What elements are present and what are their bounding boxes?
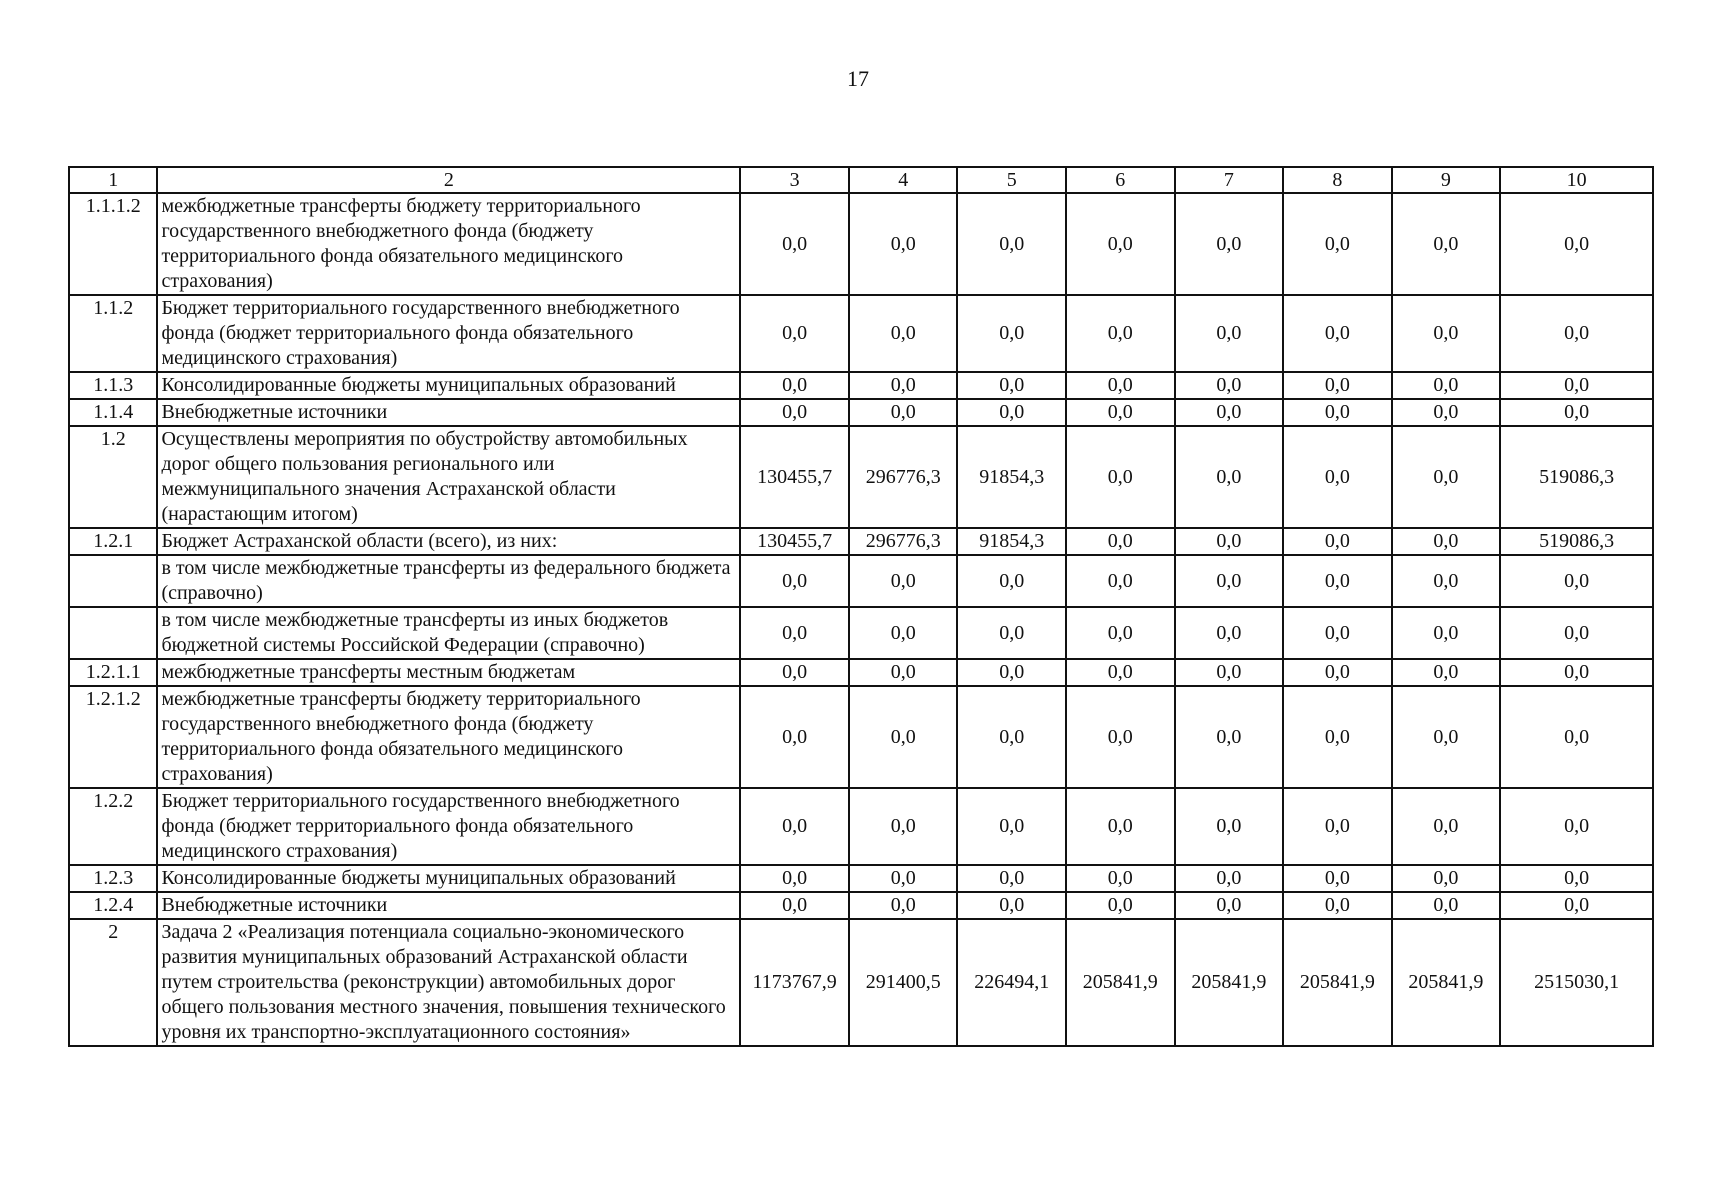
row-value-col-4: 0,0 (849, 788, 958, 865)
table-row (69, 372, 1653, 399)
row-value-col-10: 519086,3 (1500, 528, 1653, 555)
row-value-col-9: 205841,9 (1392, 919, 1501, 1046)
row-value-col-4: 296776,3 (849, 528, 958, 555)
row-value-col-7: 0,0 (1175, 399, 1284, 426)
row-value-col-4: 0,0 (849, 607, 958, 659)
row-value-col-4: 291400,5 (849, 919, 958, 1046)
row-value-col-9: 0,0 (1392, 892, 1501, 919)
row-code (69, 607, 157, 659)
row-name: Консолидированные бюджеты муниципальных образований (157, 865, 740, 892)
row-name: межбюджетные трансферты бюджету территориального государственного внебюджетного фонда (бюджету территориального фонда обязательного медицинского страхования) (157, 193, 740, 295)
table-row (69, 865, 1653, 892)
row-code: 2 (69, 919, 157, 1046)
row-value-col-4: 0,0 (849, 659, 958, 686)
row-value-col-7: 205841,9 (1175, 919, 1284, 1046)
row-value-col-4: 0,0 (849, 555, 958, 607)
row-value-col-5: 0,0 (957, 686, 1066, 788)
row-value-col-4: 0,0 (849, 399, 958, 426)
row-value-col-6: 0,0 (1066, 426, 1175, 528)
row-code: 1.1.2 (69, 295, 157, 372)
row-value-col-3: 0,0 (740, 788, 849, 865)
row-value-col-10: 0,0 (1500, 193, 1653, 295)
row-name: Бюджет Астраханской области (всего), из них: (157, 528, 740, 555)
header-cell: 3 (740, 167, 849, 193)
row-value-col-9: 0,0 (1392, 426, 1501, 528)
row-value-col-8: 0,0 (1283, 865, 1392, 892)
header-cell: 4 (849, 167, 958, 193)
table-row (69, 788, 1653, 865)
row-name: Внебюджетные источники (157, 399, 740, 426)
row-code: 1.2.1 (69, 528, 157, 555)
row-value-col-3: 0,0 (740, 892, 849, 919)
row-value-col-3: 0,0 (740, 865, 849, 892)
table-row (69, 426, 1653, 528)
row-value-col-3: 0,0 (740, 193, 849, 295)
row-value-col-10: 0,0 (1500, 555, 1653, 607)
row-value-col-8: 0,0 (1283, 528, 1392, 555)
header-cell: 7 (1175, 167, 1284, 193)
row-value-col-7: 0,0 (1175, 372, 1284, 399)
row-name: Внебюджетные источники (157, 892, 740, 919)
row-value-col-8: 0,0 (1283, 193, 1392, 295)
row-code (69, 555, 157, 607)
row-value-col-4: 0,0 (849, 865, 958, 892)
row-value-col-6: 0,0 (1066, 607, 1175, 659)
row-value-col-7: 0,0 (1175, 865, 1284, 892)
row-value-col-3: 0,0 (740, 555, 849, 607)
row-value-col-10: 0,0 (1500, 372, 1653, 399)
row-value-col-8: 0,0 (1283, 426, 1392, 528)
row-value-col-7: 0,0 (1175, 555, 1284, 607)
row-value-col-8: 0,0 (1283, 788, 1392, 865)
row-code: 1.2.4 (69, 892, 157, 919)
row-value-col-10: 0,0 (1500, 892, 1653, 919)
table-row (69, 555, 1653, 607)
table-row (69, 295, 1653, 372)
table-row (69, 399, 1653, 426)
row-value-col-10: 0,0 (1500, 659, 1653, 686)
table-row (69, 686, 1653, 788)
row-code: 1.1.1.2 (69, 193, 157, 295)
row-value-col-5: 0,0 (957, 555, 1066, 607)
row-name: Бюджет территориального государственного внебюджетного фонда (бюджет территориального фонда обязательного медицинского страхования) (157, 295, 740, 372)
header-row (69, 167, 1653, 193)
row-value-col-7: 0,0 (1175, 528, 1284, 555)
row-value-col-6: 0,0 (1066, 528, 1175, 555)
header-cell: 8 (1283, 167, 1392, 193)
table-row (69, 193, 1653, 295)
row-value-col-5: 0,0 (957, 865, 1066, 892)
row-value-col-4: 0,0 (849, 372, 958, 399)
row-value-col-3: 0,0 (740, 399, 849, 426)
row-code: 1.2.3 (69, 865, 157, 892)
row-value-col-9: 0,0 (1392, 295, 1501, 372)
row-value-col-10: 0,0 (1500, 865, 1653, 892)
row-value-col-6: 0,0 (1066, 555, 1175, 607)
row-value-col-8: 0,0 (1283, 659, 1392, 686)
header-cell: 6 (1066, 167, 1175, 193)
header-cell: 5 (957, 167, 1066, 193)
row-value-col-5: 226494,1 (957, 919, 1066, 1046)
row-value-col-6: 0,0 (1066, 659, 1175, 686)
row-value-col-7: 0,0 (1175, 686, 1284, 788)
row-value-col-5: 91854,3 (957, 426, 1066, 528)
row-value-col-8: 205841,9 (1283, 919, 1392, 1046)
row-value-col-5: 0,0 (957, 193, 1066, 295)
table-row (69, 528, 1653, 555)
row-value-col-8: 0,0 (1283, 686, 1392, 788)
row-value-col-7: 0,0 (1175, 788, 1284, 865)
row-value-col-9: 0,0 (1392, 193, 1501, 295)
row-value-col-5: 0,0 (957, 892, 1066, 919)
row-value-col-9: 0,0 (1392, 372, 1501, 399)
row-value-col-10: 0,0 (1500, 607, 1653, 659)
row-value-col-5: 0,0 (957, 372, 1066, 399)
row-value-col-8: 0,0 (1283, 892, 1392, 919)
row-value-col-3: 0,0 (740, 659, 849, 686)
row-name: в том числе межбюджетные трансферты из федерального бюджета (справочно) (157, 555, 740, 607)
row-value-col-3: 130455,7 (740, 426, 849, 528)
row-value-col-4: 0,0 (849, 295, 958, 372)
table-body (69, 193, 1653, 1046)
row-name: Консолидированные бюджеты муниципальных образований (157, 372, 740, 399)
row-name: межбюджетные трансферты местным бюджетам (157, 659, 740, 686)
row-value-col-10: 2515030,1 (1500, 919, 1653, 1046)
row-value-col-6: 0,0 (1066, 399, 1175, 426)
row-value-col-7: 0,0 (1175, 659, 1284, 686)
row-value-col-8: 0,0 (1283, 555, 1392, 607)
row-value-col-9: 0,0 (1392, 399, 1501, 426)
row-value-col-6: 0,0 (1066, 892, 1175, 919)
row-value-col-3: 0,0 (740, 686, 849, 788)
row-value-col-9: 0,0 (1392, 659, 1501, 686)
row-value-col-6: 0,0 (1066, 295, 1175, 372)
row-value-col-9: 0,0 (1392, 865, 1501, 892)
row-value-col-9: 0,0 (1392, 788, 1501, 865)
budget-table (68, 166, 1654, 1047)
row-code: 1.1.4 (69, 399, 157, 426)
row-value-col-4: 0,0 (849, 193, 958, 295)
row-code: 1.2.1.1 (69, 659, 157, 686)
table-row (69, 659, 1653, 686)
row-value-col-9: 0,0 (1392, 686, 1501, 788)
row-value-col-3: 1173767,9 (740, 919, 849, 1046)
row-name: межбюджетные трансферты бюджету территориального государственного внебюджетного фонда (бюджету территориального фонда обязательного медицинского страхования) (157, 686, 740, 788)
row-value-col-10: 519086,3 (1500, 426, 1653, 528)
header-cell: 1 (69, 167, 157, 193)
row-value-col-3: 0,0 (740, 295, 849, 372)
row-value-col-3: 0,0 (740, 607, 849, 659)
row-value-col-9: 0,0 (1392, 555, 1501, 607)
row-value-col-5: 0,0 (957, 399, 1066, 426)
header-cell: 10 (1500, 167, 1653, 193)
row-value-col-6: 205841,9 (1066, 919, 1175, 1046)
row-value-col-10: 0,0 (1500, 686, 1653, 788)
table-row (69, 919, 1653, 1046)
row-value-col-7: 0,0 (1175, 295, 1284, 372)
row-value-col-5: 91854,3 (957, 528, 1066, 555)
row-name: Бюджет территориального государственного внебюджетного фонда (бюджет территориального фонда обязательного медицинского страхования) (157, 788, 740, 865)
row-name: Задача 2 «Реализация потенциала социально-экономического развития муниципальных образований Астраханской области путем строительства (реконструкции) автомобильных дорог общего пользования местного значения, повышения технического уровня их транспортно-эксплуатационного состояния» (157, 919, 740, 1046)
row-name: в том числе межбюджетные трансферты из иных бюджетов бюджетной системы Российской Федерации (справочно) (157, 607, 740, 659)
row-value-col-9: 0,0 (1392, 607, 1501, 659)
row-value-col-8: 0,0 (1283, 372, 1392, 399)
row-value-col-10: 0,0 (1500, 399, 1653, 426)
row-code: 1.1.3 (69, 372, 157, 399)
row-name: Осуществлены мероприятия по обустройству автомобильных дорог общего пользования регионального или межмуниципального значения Астраханской области (нарастающим итогом) (157, 426, 740, 528)
row-value-col-6: 0,0 (1066, 686, 1175, 788)
row-code: 1.2 (69, 426, 157, 528)
row-value-col-3: 130455,7 (740, 528, 849, 555)
row-value-col-7: 0,0 (1175, 426, 1284, 528)
row-value-col-5: 0,0 (957, 295, 1066, 372)
row-value-col-7: 0,0 (1175, 193, 1284, 295)
row-value-col-6: 0,0 (1066, 865, 1175, 892)
row-value-col-7: 0,0 (1175, 607, 1284, 659)
table-row (69, 607, 1653, 659)
row-value-col-5: 0,0 (957, 788, 1066, 865)
row-value-col-8: 0,0 (1283, 295, 1392, 372)
row-value-col-6: 0,0 (1066, 788, 1175, 865)
row-value-col-5: 0,0 (957, 607, 1066, 659)
row-value-col-10: 0,0 (1500, 295, 1653, 372)
row-code: 1.2.1.2 (69, 686, 157, 788)
table-row (69, 892, 1653, 919)
page-number: 17 (847, 66, 869, 91)
row-code: 1.2.2 (69, 788, 157, 865)
row-value-col-6: 0,0 (1066, 372, 1175, 399)
header-cell: 2 (157, 167, 740, 193)
row-value-col-6: 0,0 (1066, 193, 1175, 295)
row-value-col-7: 0,0 (1175, 892, 1284, 919)
row-value-col-8: 0,0 (1283, 607, 1392, 659)
row-value-col-4: 0,0 (849, 686, 958, 788)
row-value-col-9: 0,0 (1392, 528, 1501, 555)
row-value-col-5: 0,0 (957, 659, 1066, 686)
row-value-col-10: 0,0 (1500, 788, 1653, 865)
row-value-col-4: 296776,3 (849, 426, 958, 528)
row-value-col-8: 0,0 (1283, 399, 1392, 426)
row-value-col-4: 0,0 (849, 892, 958, 919)
header-cell: 9 (1392, 167, 1501, 193)
row-value-col-3: 0,0 (740, 372, 849, 399)
